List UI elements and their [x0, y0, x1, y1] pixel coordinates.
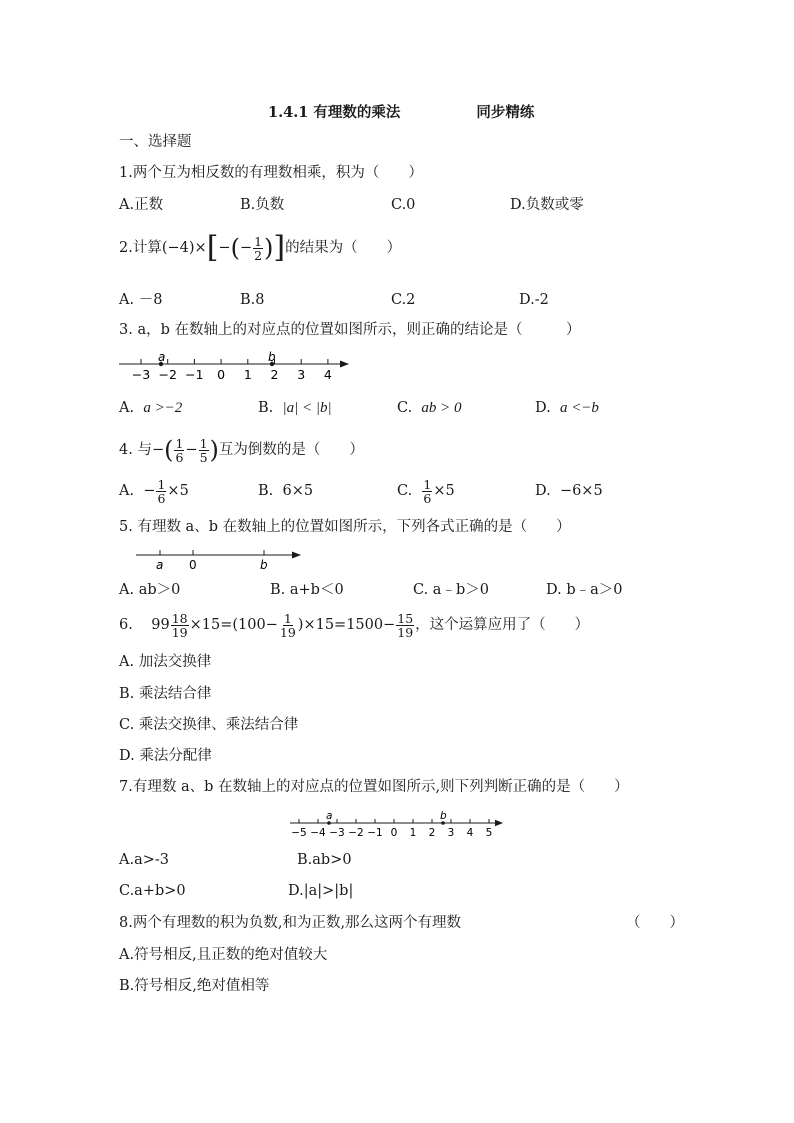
- q7-label-a: a: [326, 810, 333, 822]
- q5-option-d: D. b﹣a＞0: [546, 582, 623, 598]
- q7-tick-label: 1: [409, 827, 417, 839]
- q7-tick-label: −4: [310, 827, 326, 839]
- q3-tick-label: 1: [243, 367, 252, 382]
- q2-prefix: 2.计算: [119, 240, 162, 256]
- q7-tick-label: 4: [466, 827, 474, 839]
- q6-option-d: D. 乘法分配律: [119, 748, 212, 764]
- q7-tick-label: −5: [291, 827, 307, 839]
- q3-tick-label: 4: [323, 367, 332, 382]
- q7-option-d: D.|a|>|b|: [288, 883, 354, 899]
- q2-fraction: $\frac{1}{2}$: [254, 233, 263, 263]
- q2-stem: 2.计算(−4)×[−(− $\frac{1}{2}$ )]的结果为（ ）: [119, 230, 402, 265]
- q3-option-d: D. a <−b: [535, 400, 599, 416]
- page-title: [268, 101, 534, 122]
- section-heading: 一、选择题: [119, 134, 192, 150]
- q7-tick-label: 0: [390, 827, 398, 839]
- q3-option-b: B. |a| < |b|: [258, 400, 332, 416]
- q7-option-a: A.a>-3: [119, 852, 169, 868]
- q7-tick-label: 5: [485, 827, 493, 839]
- q3-tick-label: −2: [158, 367, 177, 382]
- q2-minus-inner: −: [239, 240, 253, 256]
- q8-stem: 8.两个有理数的积为负数,和为正数,那么这两个有理数: [119, 915, 462, 931]
- q2-minus-outer: −: [218, 240, 231, 256]
- q3-label-b: b: [268, 350, 276, 364]
- q3-tick-label: 3: [297, 367, 306, 382]
- q1-option-a: A.正数: [119, 197, 164, 213]
- q6-option-b: B. 乘法结合律: [119, 686, 212, 702]
- q3-stem: 3. a，b 在数轴上的对应点的位置如图所示，则正确的结论是（ ）: [119, 322, 581, 338]
- q4-option-c: C. $\frac{1}{6}$ ×5: [397, 476, 455, 506]
- q3-option-c: C. ab > 0: [397, 400, 462, 416]
- q5-stem: 5. 有理数 a、b 在数轴上的位置如图所示，下列各式正确的是（ ）: [119, 519, 571, 535]
- q5-label-a: a: [156, 558, 164, 572]
- q3-tick-label: −3: [131, 367, 151, 382]
- q1-option-c: C.0: [391, 197, 416, 213]
- q7-option-b: B.ab>0: [297, 852, 352, 868]
- q3-tick-label: −1: [185, 367, 204, 382]
- q4-option-a: A. − $\frac{1}{6}$ ×5: [119, 476, 189, 506]
- q2-term: (−4)×: [161, 240, 207, 256]
- q7-tick-label: 2: [428, 827, 436, 839]
- q3-tick-label: 0: [217, 367, 226, 382]
- q4-stem: 4. 与−( $\frac{1}{6}$ − $\frac{1}{5}$ )互为倒数的是（ ）: [119, 435, 364, 465]
- q3-number-line: [115, 348, 355, 384]
- q7-tick-label: −2: [348, 827, 364, 839]
- q4-option-b: B. 6×5: [258, 483, 314, 499]
- q6-option-c: C. 乘法交换律、乘法结合律: [119, 717, 299, 733]
- q3-option-a: A. a >−2: [119, 400, 183, 416]
- q1-option-b: B.负数: [240, 197, 285, 213]
- q2-option-d: D.-2: [519, 292, 549, 308]
- q7-stem: 7.有理数 a、b 在数轴上的对应点的位置如图所示,则下列判断正确的是（ ）: [119, 779, 629, 795]
- q2-option-c: C.2: [391, 292, 416, 308]
- q2-option-a: A. －8: [119, 292, 163, 308]
- q5-option-a: A. ab＞0: [119, 582, 181, 598]
- q7-number-line: [286, 806, 510, 840]
- q7-label-b: b: [440, 810, 447, 822]
- q5-option-c: C. a﹣b＞0: [413, 582, 489, 598]
- q2-option-b: B.8: [240, 292, 265, 308]
- q2-suffix: 的结果为（ ）: [285, 240, 402, 256]
- q7-tick-label: −1: [367, 827, 383, 839]
- q8-answer-paren: （ ）: [626, 915, 684, 931]
- q5-label-b: b: [260, 558, 268, 572]
- q1-stem: 1.两个互为相反数的有理数相乘，积为（ ）: [119, 165, 423, 181]
- q6-option-a: A. 加法交换律: [119, 654, 212, 670]
- q8-option-a: A.符号相反,且正数的绝对值较大: [119, 947, 328, 963]
- title-main: 1.4.1 有理数的乘法: [268, 104, 401, 121]
- q7-tick-label: −3: [329, 827, 345, 839]
- q3-tick-label: 2: [270, 367, 279, 382]
- q7-tick-label: 3: [447, 827, 455, 839]
- q6-stem: 6. 99 $\frac{18}{19}$ ×15=(100− $\frac{1}{19}$ )×15=1500− $\frac{15}{19}$ ，这个运算应用了（ ）: [119, 610, 590, 640]
- q8-option-b: B.符号相反,绝对值相等: [119, 978, 270, 994]
- q5-label-zero: 0: [189, 558, 197, 572]
- q3-label-a: a: [158, 350, 166, 364]
- q5-number-line: [134, 545, 310, 573]
- q7-option-c: C.a+b>0: [119, 883, 186, 899]
- q1-option-d: D.负数或零: [510, 197, 584, 213]
- title-sub: 同步精练: [476, 104, 535, 121]
- q4-option-d: D. −6×5: [535, 483, 603, 499]
- q5-option-b: B. a+b＜0: [270, 582, 344, 598]
